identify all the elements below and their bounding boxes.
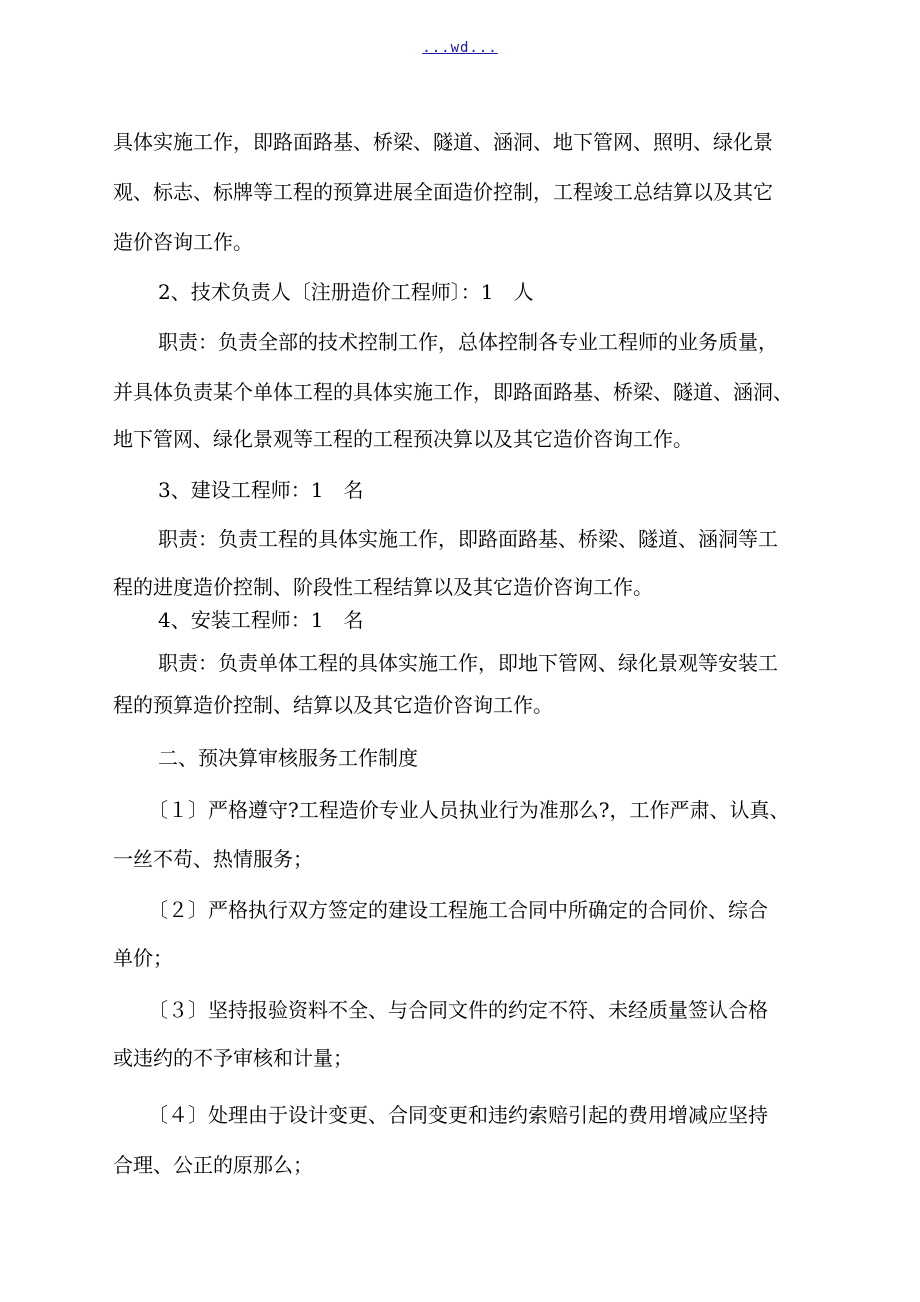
rule-3-line-2: 或违约的不予审核和计量； <box>113 1046 353 1070</box>
technical-lead-heading: 2、技术负责人〔注册造价工程师〕：1 人 <box>158 280 534 304</box>
rule-2-line-1: 〔２〕严格执行双方签定的建设工程施工合同中所确定的合同价、综合 <box>148 898 768 922</box>
body-line-2: 观、标志、标牌等工程的预算进展全面造价控制，工程竣工总结算以及其它 <box>113 180 773 204</box>
body-line-1: 具体实施工作，即路面路基、桥梁、隧道、涵洞、地下管网、照明、绿化景 <box>113 130 773 154</box>
rule-4-line-2: 合理、公正的原那么； <box>113 1153 313 1177</box>
rule-4-line-1: 〔４〕处理由于设计变更、合同变更和违约索赔引起的费用增减应坚持 <box>148 1103 768 1127</box>
construction-engineer-heading: 3、建设工程师：1 名 <box>158 478 364 502</box>
technical-lead-duty-2: 并具体负责某个单体工程的具体实施工作，即路面路基、桥梁、隧道、涵洞、 <box>113 380 793 404</box>
installation-engineer-duty-2: 程的预算造价控制、结算以及其它造价咨询工作。 <box>113 693 553 717</box>
installation-engineer-duty-1: 职责：负责单体工程的具体实施工作，即地下管网、绿化景观等安装工 <box>158 651 778 675</box>
page-header-mark: ...wd... <box>422 40 498 56</box>
construction-engineer-duty-2: 程的进度造价控制、阶段性工程结算以及其它造价咨询工作。 <box>113 575 653 599</box>
rule-1-line-1: 〔１〕严格遵守?工程造价专业人员执业行为准那么?，工作严肃、认真、 <box>148 798 790 822</box>
rule-2-line-2: 单价； <box>113 946 173 970</box>
rule-1-line-2: 一丝不苟、热情服务； <box>113 847 313 871</box>
section-two-heading: 二、预决算审核服务工作制度 <box>158 746 418 770</box>
construction-engineer-duty-1: 职责：负责工程的具体实施工作，即路面路基、桥梁、隧道、涵洞等工 <box>158 527 778 551</box>
rule-3-line-1: 〔３〕坚持报验资料不全、与合同文件的约定不符、未经质量签认合格 <box>148 998 768 1022</box>
technical-lead-duty-1: 职责：负责全部的技术控制工作，总体控制各专业工程师的业务质量， <box>158 330 778 354</box>
installation-engineer-heading: 4、安装工程师：1 名 <box>158 608 364 632</box>
technical-lead-duty-3: 地下管网、绿化景观等工程的工程预决算以及其它造价咨询工作。 <box>113 427 693 451</box>
body-line-3: 造价咨询工作。 <box>113 230 253 254</box>
